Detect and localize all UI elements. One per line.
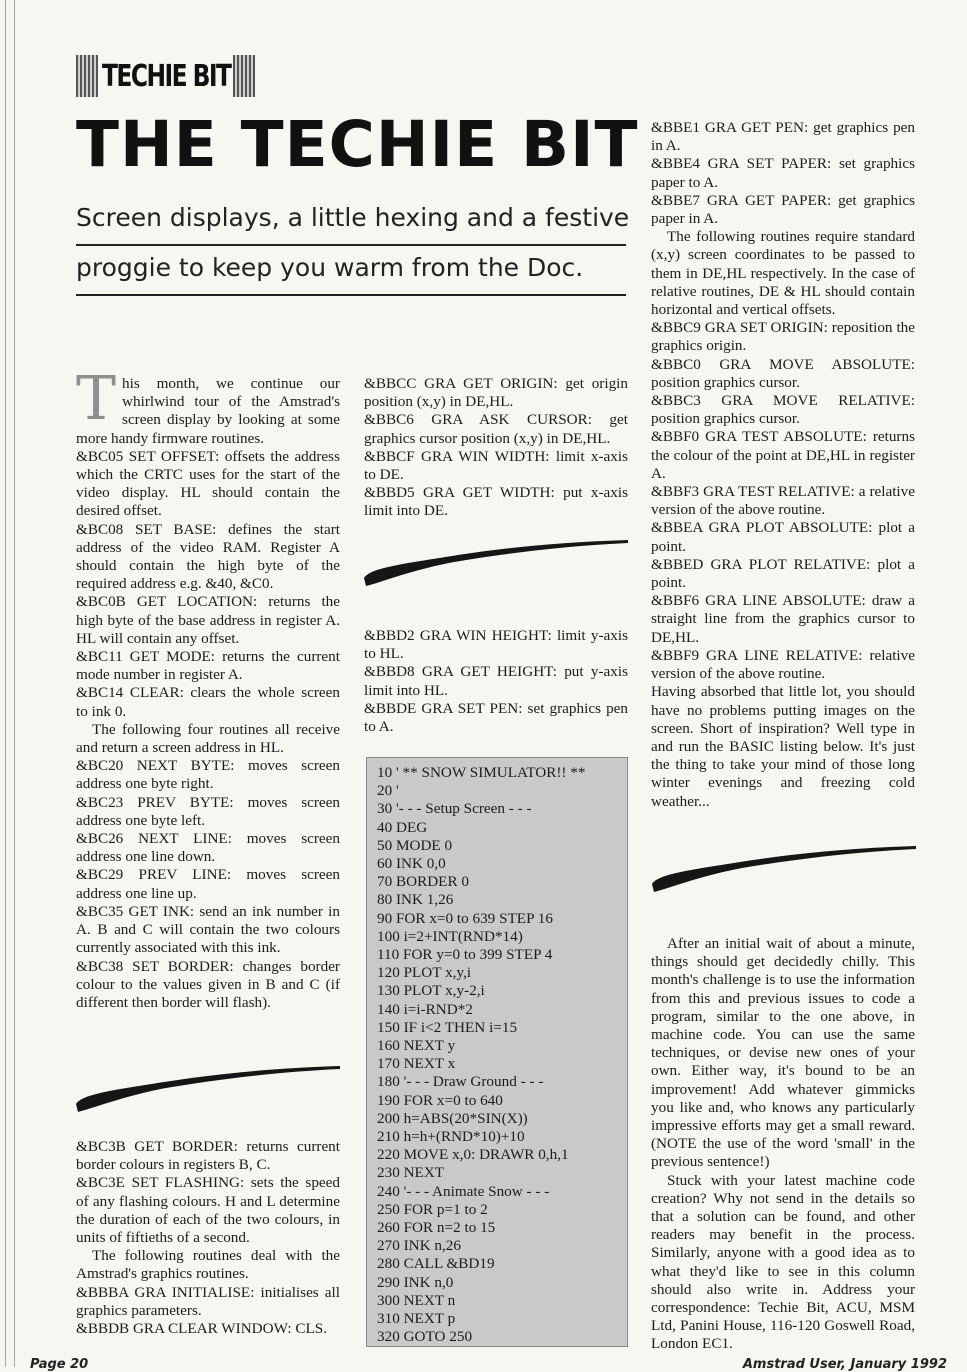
paragraph: &BBBA GRA INITIALISE: initialises all graphics parameters. <box>76 1283 340 1319</box>
paragraph: &BBE7 GRA GET PAPER: get graphics paper in A. <box>651 191 915 228</box>
paragraph: &BBE1 GRA GET PEN: get graphics pen in A. <box>651 119 915 155</box>
paragraph: &BBEA GRA PLOT ABSOLUTE: plot a point. <box>651 519 915 555</box>
code-line: 320 GOTO 250 <box>377 1328 473 1346</box>
code-line: 120 PLOT x,y,i <box>377 964 472 982</box>
article-column-1-continued <box>76 1138 340 1338</box>
code-line: 140 i=i-RND*2 <box>377 1000 473 1018</box>
article-column-2-continued <box>364 627 628 736</box>
paragraph: &BC3E SET FLASHING: sets the speed of any flashing colours. H and L determine the duration of each of the two colours, in units of fiftieths of a second. <box>76 1174 340 1247</box>
paragraph: The following four routines all receive and return a screen address in HL. <box>76 720 340 757</box>
paragraph: &BC20 NEXT BYTE: moves screen address one byte right. <box>76 757 340 793</box>
code-line: 280 CALL &BD19 <box>377 1255 495 1273</box>
paragraph: &BBD2 GRA WIN HEIGHT: limit y-axis to HL. <box>364 627 628 663</box>
code-line: 30 '- - - Setup Screen - - - <box>377 800 532 818</box>
paragraph: &BBDB GRA CLEAR WINDOW: CLS. <box>76 1320 328 1338</box>
section-tag <box>76 54 255 98</box>
standfirst-line: Screen displays, a little hexing and a festive <box>76 196 626 246</box>
paragraph: &BC11 GET MODE: returns the current mode number in register A. <box>76 648 340 684</box>
hatch-block-left <box>76 55 98 97</box>
paragraph: &BBF0 GRA TEST ABSOLUTE: returns the colour of the point at DE,HL in register A. <box>651 428 915 482</box>
code-line: 170 NEXT x <box>377 1055 456 1073</box>
paragraph: &BBED GRA PLOT RELATIVE: plot a point. <box>651 555 915 592</box>
paragraph: &BBCF GRA WIN WIDTH: limit x-axis to DE. <box>364 447 628 484</box>
paragraph: After an initial wait of about a minute, things should get decidedly chilly. This month's challenge is to use the information from this and previous issues to code a program, similar to the one above, in machine code. You can use the same techniques, or devise new ones of your own. Either way, it's bound to be an improvement! Add whatever gimmicks you like and, who knows any particularly impressive efforts may get a small reward. (NOTE the use of the word 'small' in the previous sentence!) <box>651 935 915 1171</box>
binding-edge-line <box>14 0 15 1367</box>
paragraph: &BC35 GET INK: send an ink number in A. B and C will contain the two colours currently associated with this ink. <box>76 902 340 957</box>
paragraph: &BBC0 GRA MOVE ABSOLUTE: position graphics cursor. <box>651 355 915 391</box>
paragraph: &BBD5 GRA GET WIDTH: put x-axis limit into DE. <box>364 484 628 520</box>
code-line: 90 FOR x=0 to 639 STEP 16 <box>377 909 553 927</box>
brush-stroke-divider <box>362 534 634 594</box>
code-line: 230 NEXT <box>377 1164 445 1182</box>
paragraph: The following routines deal with the Amstrad's graphics routines. <box>76 1247 340 1283</box>
article-column-3-continued <box>651 935 915 1354</box>
code-line: 190 FOR x=0 to 640 <box>377 1091 503 1109</box>
code-line: 20 ' <box>377 782 399 800</box>
page-number: Page 20 <box>30 1357 89 1372</box>
hatch-block-right <box>233 55 255 97</box>
code-line: 150 IF i<2 THEN i=15 <box>377 1018 518 1036</box>
code-line: 70 BORDER 0 <box>377 873 469 891</box>
paragraph: &BBDE GRA SET PEN: set graphics pen to A. <box>364 699 628 736</box>
code-line: 250 FOR p=1 to 2 <box>377 1200 488 1218</box>
page-title: THE TECHIE BIT <box>76 108 639 181</box>
paragraph: &BBC9 GRA SET ORIGIN: reposition the graphics origin. <box>651 319 915 355</box>
code-line: 240 '- - - Animate Snow - - - <box>377 1182 550 1200</box>
paragraph: &BC08 SET BASE: defines the start address of the video RAM. Register A should contain the high byte of the required address e.g. &40, &C0. <box>76 520 340 593</box>
paragraph: &BC05 SET OFFSET: offsets the address which the CRTC uses for the start of the video display. HL should contain the desired offset. <box>76 447 340 520</box>
code-line: 290 INK n,0 <box>377 1273 454 1291</box>
paragraph: &BBC3 GRA MOVE RELATIVE: position graphics cursor. <box>651 392 915 428</box>
paragraph: Stuck with your latest machine code creation? Why not send in the details so that a solution can be found, and other readers may benefit in the process. Similarly, anyone with a good idea as to what they'd like to see in this column should also write in. Address your correspondence: Techie Bit, ACU, MSM Ltd, Panini House, 116-120 Goswell Road, London EC1. <box>651 1171 915 1353</box>
paragraph: &BBC6 GRA ASK CURSOR: get graphics cursor position (x,y) in DE,HL. <box>364 411 628 447</box>
code-line: 300 NEXT n <box>377 1291 456 1309</box>
code-line: 200 h=ABS(20*SIN(X)) <box>377 1109 528 1127</box>
brush-stroke-divider <box>74 1060 346 1120</box>
paragraph: his month, we continue our whirlwind tour of the Amstrad's screen display by looking at some more handy firmware routines. <box>76 375 340 447</box>
basic-code-listing <box>366 757 628 1347</box>
paragraph: Having absorbed that little lot, you should have no problems putting images on the screen. Short of inspiration? Well type in and run the BASIC listing below. It's just the thing to take your mind of those long winter evenings and freezing cold weather... <box>651 683 915 810</box>
code-line: 210 h=h+(RND*10)+10 <box>377 1128 525 1146</box>
paragraph: &BBF6 GRA LINE ABSOLUTE: draw a straight line from the graphics cursor to DE,HL. <box>651 592 915 646</box>
binding-edge-line <box>5 0 6 1367</box>
article-column-1 <box>76 364 340 1012</box>
standfirst-line: proggie to keep you warm from the Doc. <box>76 246 626 296</box>
paragraph: &BBCC GRA GET ORIGIN: get origin position (x,y) in DE,HL. <box>364 375 628 411</box>
code-line: 220 MOVE x,0: DRAWR 0,h,1 <box>377 1146 569 1164</box>
code-line: 50 MODE 0 <box>377 836 453 854</box>
issue-label: Amstrad User, January 1992 <box>742 1357 947 1372</box>
paragraph: &BC0B GET LOCATION: returns the high byte of the base address in register A. HL will contain any offset. <box>76 593 340 647</box>
code-line: 60 INK 0,0 <box>377 855 446 873</box>
paragraph: &BBD8 GRA GET HEIGHT: put y-axis limit into HL. <box>364 663 628 699</box>
brush-stroke-divider <box>650 840 922 900</box>
code-line: 310 NEXT p <box>377 1310 456 1328</box>
paragraph: &BC3B GET BORDER: returns current border colours in registers B, C. <box>76 1138 340 1174</box>
paragraph: &BC38 SET BORDER: changes border colour to the values given in B and C (if different then border will flash). <box>76 957 340 1011</box>
paragraph: &BC14 CLEAR: clears the whole screen to ink 0. <box>76 684 340 720</box>
article-column-3 <box>651 119 915 811</box>
article-column-2 <box>364 375 628 521</box>
paragraph: &BBE4 GRA SET PAPER: set graphics paper to A. <box>651 155 915 191</box>
code-line: 160 NEXT y <box>377 1037 456 1055</box>
code-line: 10 ' ** SNOW SIMULATOR!! ** <box>377 764 586 781</box>
paragraph: The following routines require standard (x,y) screen coordinates to be passed to them in DE,HL respectively. In the case of relative routines, DE & HL should contain horizontal and vertical offsets. <box>651 228 915 319</box>
code-line: 180 '- - - Draw Ground - - - <box>377 1073 544 1091</box>
drop-cap: T <box>76 364 117 434</box>
standfirst <box>76 196 630 296</box>
code-line: 100 i=2+INT(RND*14) <box>377 927 523 945</box>
code-line: 40 DEG <box>377 818 428 836</box>
code-line: 110 FOR y=0 to 399 STEP 4 <box>377 946 553 964</box>
code-line: 130 PLOT x,y-2,i <box>377 982 485 1000</box>
paragraph: &BC26 NEXT LINE: moves screen address one line down. <box>76 830 340 866</box>
section-tag-label: TECHIE BIT <box>102 58 231 94</box>
paragraph: &BBF9 GRA LINE RELATIVE: relative version of the above routine. <box>651 646 915 683</box>
paragraph: &BC23 PREV BYTE: moves screen address one byte left. <box>76 793 340 829</box>
paragraph: &BBF3 GRA TEST RELATIVE: a relative version of the above routine. <box>651 483 915 519</box>
code-line: 260 FOR n=2 to 15 <box>377 1219 496 1237</box>
code-line: 270 INK n,26 <box>377 1237 461 1255</box>
code-line: 80 INK 1,26 <box>377 891 454 909</box>
paragraph: &BC29 PREV LINE: moves screen address one line up. <box>76 866 340 902</box>
